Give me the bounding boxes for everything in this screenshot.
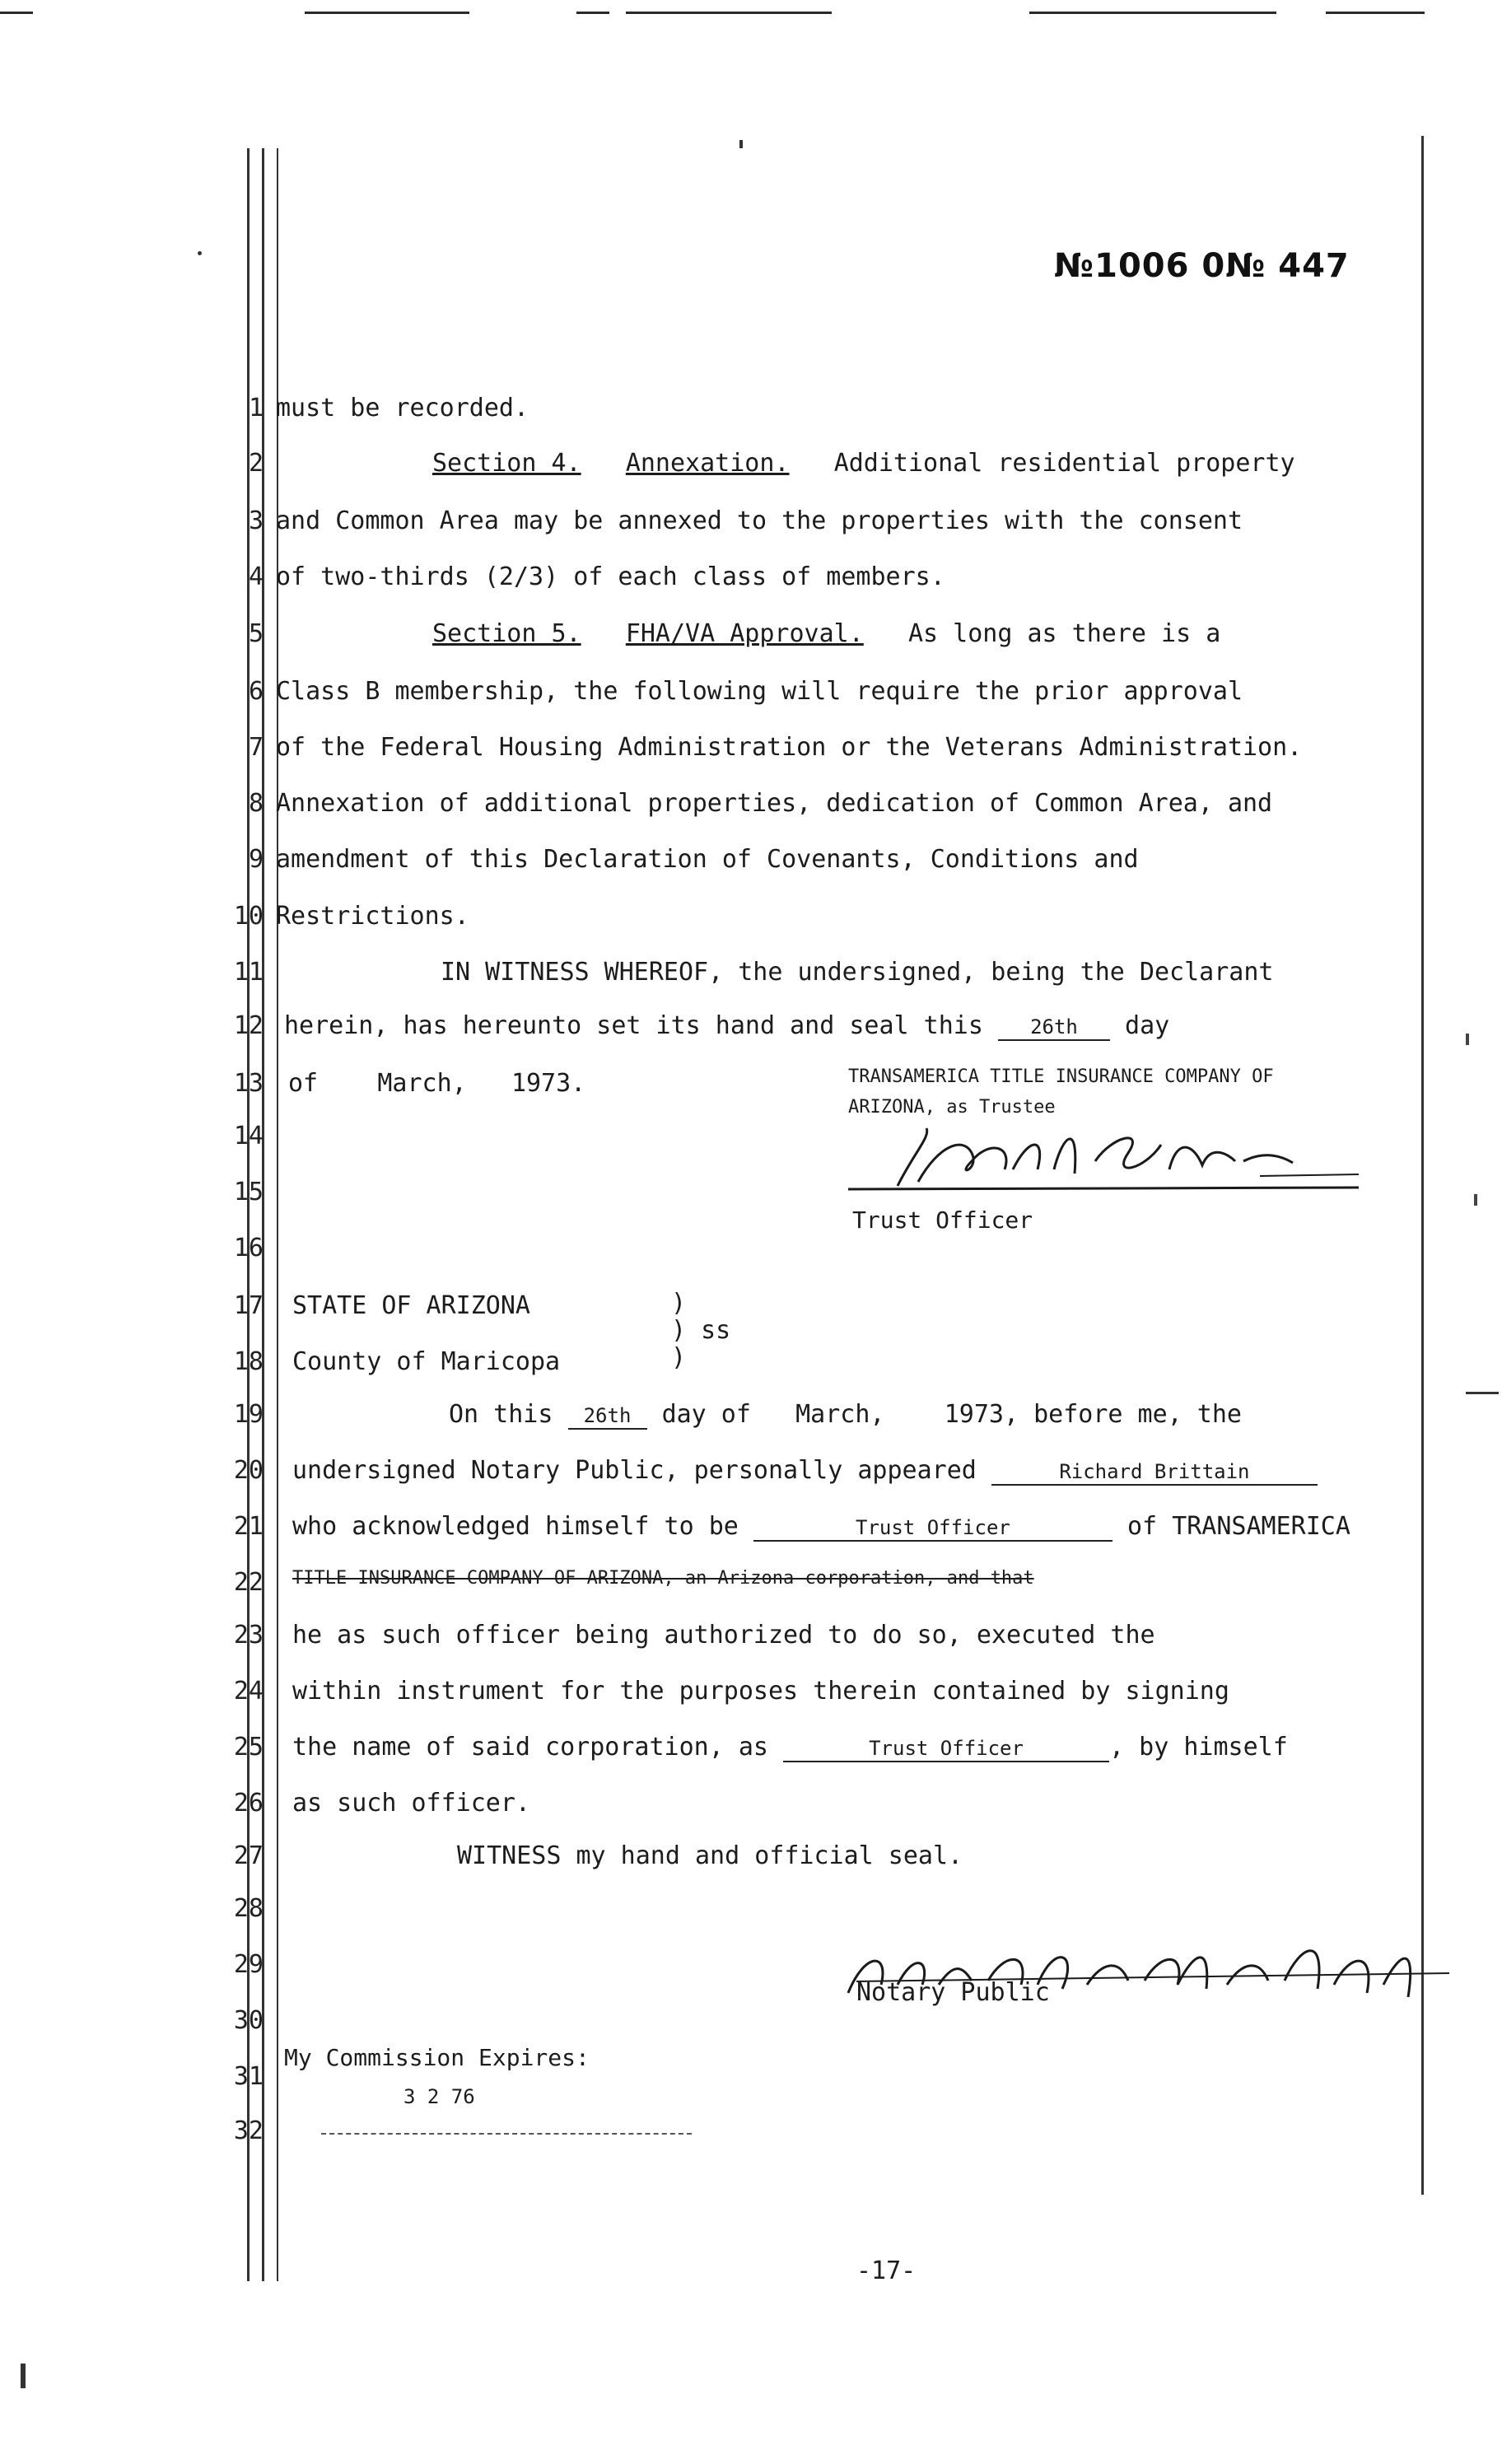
line-number: 20 — [233, 1456, 264, 1485]
body-line: Class B membership, the following will require the prior approval — [276, 677, 1243, 706]
line-number: 3 — [248, 506, 264, 535]
title-fill-in: Trust Officer — [783, 1736, 1109, 1762]
notary-title: Notary Public — [856, 1978, 1050, 2007]
day-fill-in: 26th — [998, 1015, 1110, 1041]
body-line — [449, 1400, 1242, 1430]
signer-title: Trust Officer — [852, 1206, 1033, 1234]
body-text: On this — [449, 1400, 553, 1429]
body-text: Additional residential property — [833, 449, 1295, 478]
scan-artifact — [626, 12, 832, 14]
line-number: 23 — [233, 1621, 264, 1650]
body-line: must be recorded. — [276, 394, 529, 422]
line-number: 27 — [233, 1841, 264, 1870]
body-line — [292, 1456, 1318, 1486]
body-text: , by himself — [1109, 1733, 1288, 1762]
line-number: 31 — [233, 2062, 264, 2091]
body-text: day of — [661, 1400, 751, 1429]
left-margin-rule — [277, 148, 278, 2281]
venue-state: STATE OF ARIZONA — [292, 1291, 530, 1320]
body-line — [292, 1512, 1350, 1542]
body-text: of — [288, 1069, 319, 1098]
scan-artifact — [576, 12, 609, 14]
line-number: 2 — [248, 449, 264, 478]
name-fill-in: Richard Brittain — [991, 1459, 1318, 1486]
body-text: As long as there is a — [907, 619, 1221, 648]
body-line: as such officer. — [292, 1789, 530, 1818]
body-text: March, — [795, 1400, 885, 1429]
commission-date: 3 2 76 — [403, 2085, 475, 2108]
venue-county: County of Maricopa — [292, 1347, 561, 1376]
body-line: of the Federal Housing Administration or the Veterans Administration. — [276, 733, 1303, 762]
body-line: within instrument for the purposes therein contained by signing — [292, 1677, 1229, 1706]
body-text: of TRANSAMERICA — [1126, 1512, 1350, 1541]
body-text: 1973. — [511, 1069, 586, 1098]
day-fill-in: 26th — [568, 1403, 647, 1430]
line-number: 7 — [248, 733, 264, 762]
right-margin-rule — [1421, 136, 1424, 2195]
body-line: IN WITNESS WHEREOF, the undersigned, being the Declarant — [441, 958, 1274, 987]
section-heading: Section 5. — [432, 619, 581, 648]
body-line: TITLE INSURANCE COMPANY OF ARIZONA, an Arizona corporation, and that — [292, 1568, 1034, 1589]
line-number: 25 — [233, 1733, 264, 1762]
body-line — [432, 449, 1295, 478]
section-heading: Section 4. — [432, 449, 581, 478]
line-number: 18 — [233, 1347, 264, 1376]
line-number: 12 — [233, 1011, 264, 1040]
body-text: March, — [377, 1069, 467, 1098]
section-title: FHA/VA Approval. — [625, 619, 864, 648]
scan-speck — [1474, 1194, 1477, 1206]
body-line: of two-thirds (2/3) of each class of members. — [276, 562, 945, 591]
body-text: who acknowledged himself to be — [292, 1512, 739, 1541]
scan-artifact — [305, 12, 469, 14]
body-text: undersigned Notary Public, personally appeared — [292, 1456, 977, 1485]
record-number: №1006 0№ 447 — [1054, 247, 1350, 285]
scan-speck — [1466, 1034, 1469, 1045]
body-line — [432, 619, 1220, 648]
line-number: 24 — [233, 1677, 264, 1706]
scan-speck — [21, 2364, 26, 2388]
line-number: 10 — [233, 902, 264, 931]
scan-artifact — [0, 12, 33, 14]
line-number: 5 — [248, 619, 264, 648]
line-number: 16 — [233, 1234, 264, 1262]
line-number: 9 — [248, 845, 264, 874]
venue-bracket: ) — [671, 1289, 687, 1318]
line-number: 15 — [233, 1178, 264, 1206]
body-line: and Common Area may be annexed to the properties with the consent — [276, 506, 1243, 535]
company-name: TRANSAMERICA TITLE INSURANCE COMPANY OF — [848, 1066, 1274, 1087]
body-line — [292, 1733, 1288, 1762]
line-number: 21 — [233, 1512, 264, 1541]
body-line: Restrictions. — [276, 902, 469, 931]
commission-date-line — [321, 2133, 692, 2135]
venue-bracket: ) ss — [671, 1316, 731, 1345]
line-number: 11 — [233, 958, 264, 987]
body-line: WITNESS my hand and official seal. — [457, 1841, 963, 1870]
line-number: 26 — [233, 1789, 264, 1818]
line-number: 29 — [233, 1950, 264, 1979]
scan-artifact — [1326, 12, 1425, 14]
line-number: 6 — [248, 677, 264, 706]
scan-artifact — [1029, 12, 1276, 14]
line-number: 13 — [233, 1069, 264, 1098]
line-number: 1 — [248, 394, 264, 422]
body-line — [284, 1011, 1169, 1041]
title-fill-in: Trust Officer — [753, 1515, 1113, 1542]
scan-speck — [739, 140, 743, 148]
line-number: 4 — [248, 562, 264, 591]
trust-officer-signature — [848, 1104, 1375, 1202]
line-number: 22 — [233, 1568, 264, 1597]
line-number: 32 — [233, 2116, 264, 2145]
body-line: he as such officer being authorized to do so, executed the — [292, 1621, 1155, 1650]
line-number: 8 — [248, 789, 264, 818]
body-line — [288, 1069, 585, 1098]
body-text: the name of said corporation, as — [292, 1733, 768, 1762]
line-number: 30 — [233, 2006, 264, 2035]
body-line: amendment of this Declaration of Covenants, Conditions and — [276, 845, 1139, 874]
body-text: 1973, before me, the — [944, 1400, 1242, 1429]
company-name: ARIZONA, as Trustee — [848, 1097, 1056, 1118]
line-number: 28 — [233, 1894, 264, 1923]
line-number: 14 — [233, 1122, 264, 1150]
line-number: 17 — [233, 1291, 264, 1320]
line-number: 19 — [233, 1400, 264, 1429]
page-number: -17- — [856, 2256, 917, 2285]
commission-label: My Commission Expires: — [284, 2044, 590, 2071]
body-text: day — [1125, 1011, 1170, 1040]
venue-bracket: ) — [671, 1343, 687, 1372]
section-title: Annexation. — [625, 449, 790, 478]
body-line: Annexation of additional properties, dedication of Common Area, and — [276, 789, 1273, 818]
scan-speck — [1466, 1392, 1499, 1394]
body-text: herein, has hereunto set its hand and seal this — [284, 1011, 983, 1040]
scan-speck — [198, 251, 202, 255]
